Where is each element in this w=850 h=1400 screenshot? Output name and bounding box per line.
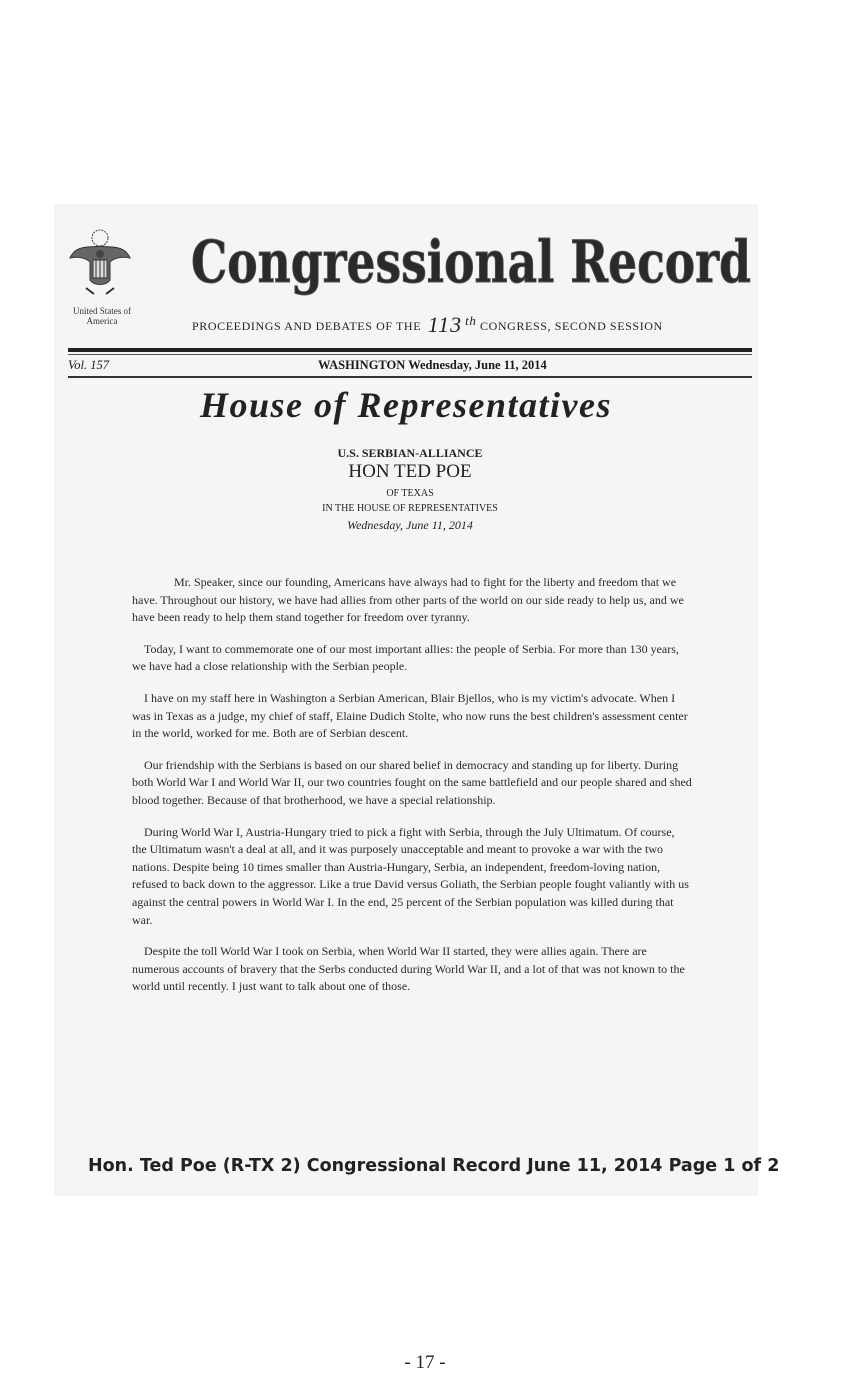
chamber-heading: House of Representatives [200, 385, 612, 425]
congress-number: 113 [427, 312, 463, 337]
masthead-rule-thin [68, 354, 752, 355]
masthead-rule [68, 348, 752, 352]
footer-caption: Hon. Ted Poe (R-TX 2) Congressional Record June 11, 2014 Page 1 of 2 [88, 1156, 780, 1176]
speech-body [132, 574, 692, 1010]
place-date: WASHINGTON Wednesday, June 11, 2014 [318, 358, 547, 372]
speaker-name: HON TED POE [348, 461, 472, 482]
masthead-title [190, 222, 752, 296]
seal-caption: United States of America [73, 306, 131, 326]
masthead-subtitle [192, 310, 754, 336]
eagle-seal-icon [68, 228, 132, 298]
volume-label: Vol. 157 [68, 358, 109, 372]
paragraph: I have on my staff here in Washington a Serbian American, Blair Bjellos, who is my victim's advocate. When I was in Texas as a judge, my chief of staff, Elaine Dudich Stolte, who now runs the best children's assessment center in the world, worked for me. Both are of Serbian descent. [132, 690, 688, 741]
speaker-state: OF TEXAS [386, 488, 434, 499]
dateline [68, 358, 752, 376]
dateline-rule [68, 376, 752, 378]
paragraph: Our friendship with the Serbians is based on our shared belief in democracy and standing up for liberty. During both World War I and World War II, our two countries fought on the same battlefield and our people shared and shed blood together. Because of that brotherhood, we have a special relationship. [132, 757, 692, 807]
subtitle-suffix: CONGRESS, SECOND SESSION [480, 319, 663, 333]
congress-suffix: th [465, 313, 477, 328]
house-line: IN THE HOUSE OF REPRESENTATIVES [322, 503, 498, 514]
paragraph: Today, I want to commemorate one of our most important allies: the people of Serbia. For more than 130 years, we have had a close relationship with the Serbian people. [132, 641, 679, 674]
paragraph: During World War I, Austria-Hungary tried to pick a fight with Serbia, through the July Ultimatum. Of course, the Ultimatum wasn't a deal at all, and it was purposely unacceptable and meant to provoke a war with the two nations. Despite being 10 times smaller than Austria-Hungary, Serbia, an independent, freedom-loving nation, refused to back down to the aggressor. Like a true David versus Goliath, the Serbian people fought valiantly with us against the central powers in World War I. In the end, 25 percent of the Serbian population was killed during that war. [132, 824, 689, 927]
topic-heading: U.S. SERBIAN-ALLIANCE [337, 446, 483, 460]
subtitle-prefix: PROCEEDINGS AND DEBATES OF THE [192, 319, 422, 333]
page-number: - 17 - [404, 1352, 446, 1373]
paragraph: Despite the toll World War I took on Serbia, when World War II started, they were allies again. There are numerous accounts of bravery that the Serbs conducted during World War II, and a lot of that was not known to the world until recently. I just want to talk about one of those. [132, 944, 685, 994]
svg-text:Congressional Record: Congressional Record [191, 228, 751, 296]
speech-date: Wednesday, June 11, 2014 [347, 518, 473, 532]
paragraph: Mr. Speaker, since our founding, Americans have always had to fight for the liberty and freedom that we have. Throughout our history, we have had allies from other parts of the world on our side ready to help us, and we have been ready to help them stand together for freedom over tyranny. [132, 575, 684, 625]
scanned-page [54, 204, 780, 1196]
